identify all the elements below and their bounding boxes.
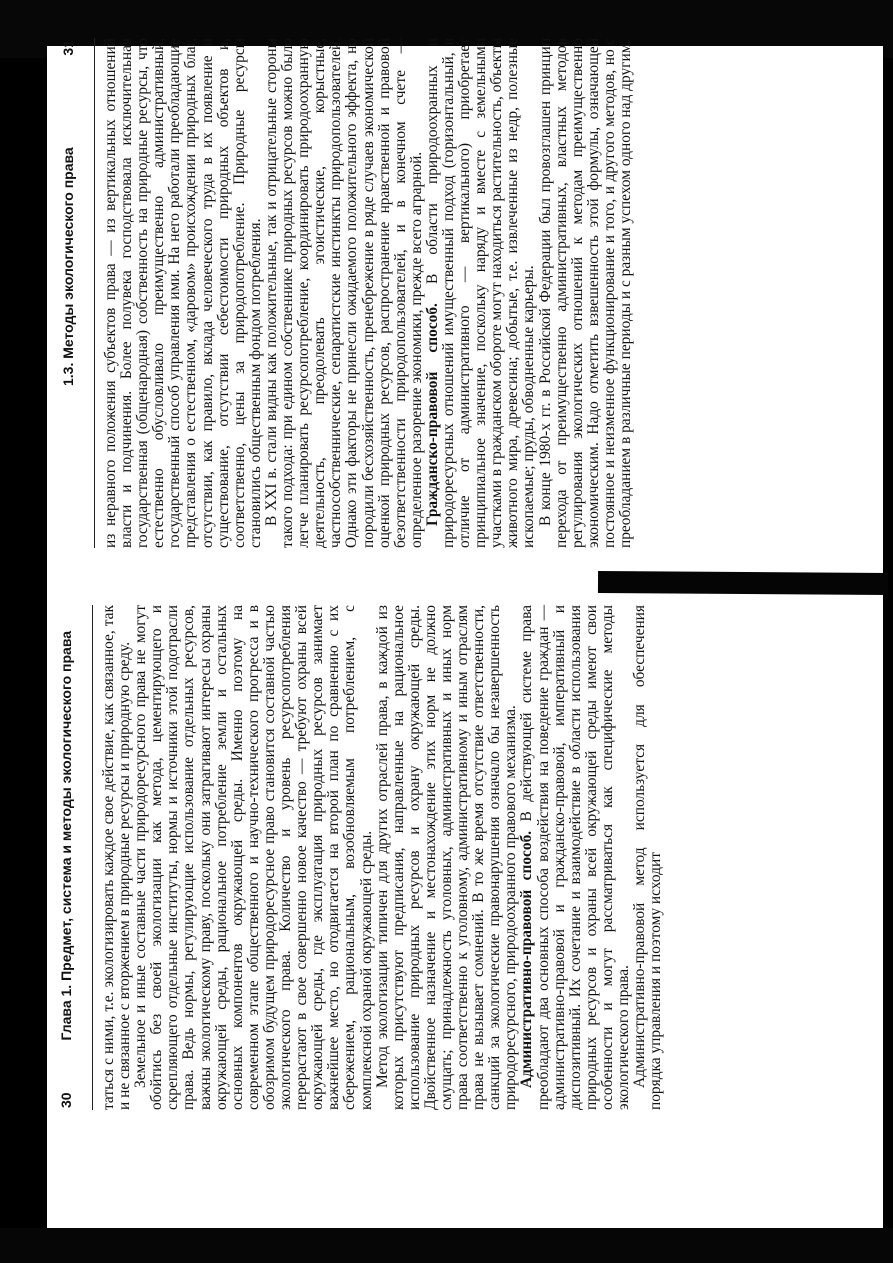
page-31 [60,38,822,548]
paragraph-text: В области природоохранных и природоресурсных отношений имущественный подход (горизонтальный, в отличие от административного — вертикального) приобретает принципиальное значение, поскольку наряду и вместе с земельными участками в гражданском обороте могут находиться растительность, объекты животного мира, древесина; добытые, т.е. извлеченные из недр, полезные ископаемые; пруды, обводненные карьеры. [423,37,538,548]
paragraph: Административно-правовой метод используется для обеспечения порядка управления и поэтому исходит [631,605,665,1110]
running-header [60,38,95,548]
paragraph [519,605,632,1110]
paragraph: Земельное и иные составные части природоресурсного права не могут обойтись без своей экологизации как метода, цементирующего и скрепляющего отдельные институты, нормы и источники этой подотрасли права. Ведь нормы, регулирующие использование отдельных ресурсов, важны экологическому праву, поскольку они затрагивают интересы охраны окружающей среды, рациональное потребление земли и остальных основных компонентов окружающей среды. Именно поэтому на современном этапе общественного и научно-технического прогресса и в обозримом будущем природоресурсное право становится составной частью экологического права. Количество и уровень ресурсопотребления перерастают в свое совершенно новое качество — требуют охраны всей окружающей среды, где эксплуатация природных ресурсов занимает важнейшее место, но отодвигается на второй план по сравнению с их сбережением, рациональным, возобновляемым потреблением, с комплексной охраной окружающей среды. [132,605,375,1110]
scan-border-bottom [0,1228,893,1263]
book-gutter-shadow [598,571,888,595]
page-body [95,38,634,548]
paragraph: Метод экологизации типичен для других отраслей права, в каждой из которых присутствуют предписания, направленные на рациональное использование природных ресурсов и охрану окружающей среды. Двойственное назначение и местонахождение этих норм не должно смущать; принадлежность уголовных, административных и иных норм права соответственно к уголовному, административному и иным отраслям права не вызывает сомнений. В то же время отсутствие ответственности, санкций за экологические правонарушения означало бы незавершенность природоресурсного, природоохранного правового механизма. [373,605,520,1110]
paragraph: таться с ними, т.е. экологизировать каждое свое действие, как связанное, так и не связанное с вторжением в природные ресурсы и природную среду. [100,605,134,1110]
section-lead: Гражданско-правовой способ. [423,303,441,526]
paragraph: В конце 1980-х гг. в Российской Федерации был провозглашен принцип перехода от преимущественно административных, властных методов регулирования экологических отношений к методам преимущественно экономическим. Надо отметить взвешенность этой формулы, означающей постоянное и неизменное функционирование и того, и другого методов, но с преобладанием в различные периоды и с разным успехом одного над другим. [536,38,634,548]
paragraph: из неравного положения субъектов права — из вертикальных отношений власти и подчинения. Более полувека господствовала исключительная государственная (общенародная) собственность на природные ресурсы, что естественно обусловливало преимущественно административный, государственный способ управления ими. На него работали преобладающие представления о естественном, «даровом» происхождении природных благ, отсутствии, как правило, вклада человеческого труда в их появление и существование, отсутствии себестоимости природных объектов и, соответственно, цены за природопотребление. Природные ресурсы становились общественным фондом потребления. [102,38,264,548]
paragraph: В XXI в. стали видны как положительные, так и отрицательные стороны такого подхода: при едином собственнике природных ресурсов можно было легче планировать ресурсопотребление, координировать природоохранную деятельность, преодолевать эгоистические, корыстные, частнособственнические, сепаратистские инстинкты природопользователей. Однако эти факторы не принесли ожидаемого положительного эффекта, но породили бесхозяйственность, пренебрежение в ряде случаев экономической оценкой природных ресурсов, распространение нравственной и правовой безответственности природопользователей, и в конечном счете — определенное разорение экономики, прежде всего аграрной. [262,38,425,548]
page-30 [58,605,818,1110]
running-head-title: 1.3. Методы экологического права [60,147,76,386]
page-body [93,605,664,1110]
paragraph [425,38,538,548]
paragraph-text: В действующей системе права преобладают два основных способа воздействия на поведение граждан — административно-правовой и гражданско-правовой, императивный и диспозитивный. Их сочетание и взаимодействие в области использования природных ресурсов и охраны всей окружающей среды имеют свои особенности и могут рассматриваться как специфические методы экологического права. [518,605,632,1110]
page-number: 30 [58,1092,74,1108]
section-lead: Административно-правовой способ. [518,830,536,1088]
running-head-title: Глава 1. Предмет, система и методы экологического права [58,630,74,1041]
page-number: 31 [60,40,76,56]
running-header [58,605,93,1110]
